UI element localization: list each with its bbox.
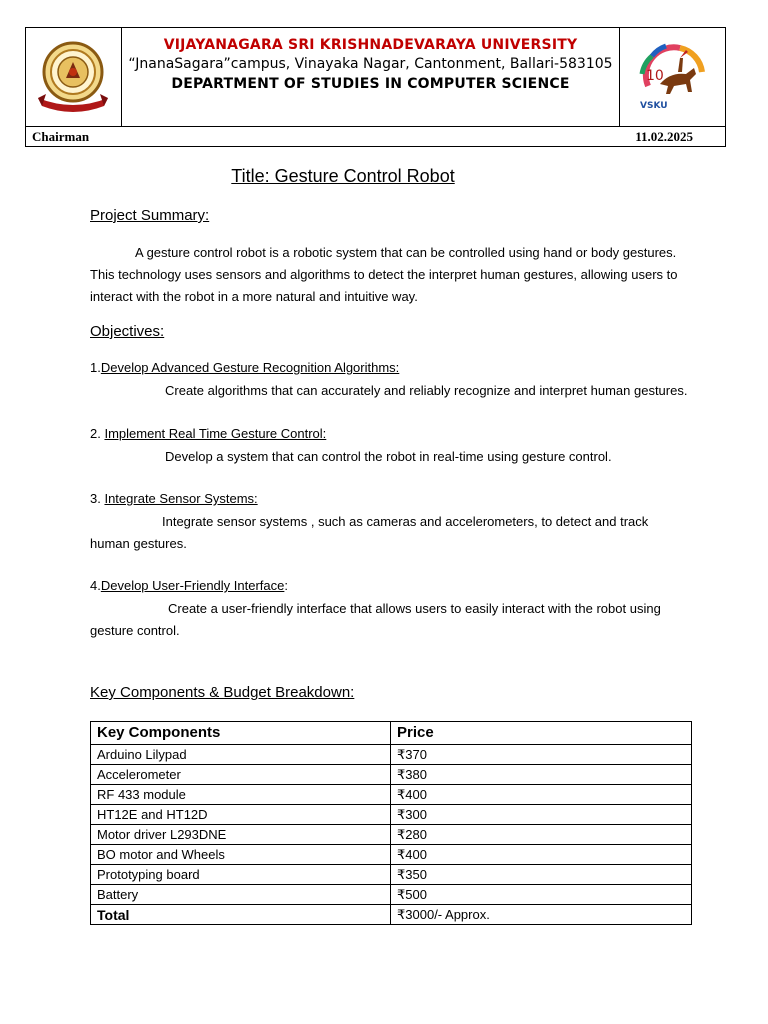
budget-table xyxy=(90,721,692,925)
table-row xyxy=(91,845,692,865)
objective-2-text: Develop a system that can control the robot in real-time using gesture control. xyxy=(165,449,612,464)
department-name: DEPARTMENT OF STUDIES IN COMPUTER SCIENCE xyxy=(171,76,570,92)
table-row xyxy=(91,805,692,825)
price-cell: ₹300 xyxy=(391,805,692,825)
summary-heading: Project Summary: xyxy=(90,207,210,224)
total-label: Total xyxy=(91,905,391,925)
summary-text: A gesture control robot is a robotic system that can be controlled using hand or body gestures. This technology uses sensors and algorithms to detect the interpret human gestures, allowing users to interact with the robot in a more natural and intuitive way. xyxy=(90,245,678,304)
column-header-components: Key Components xyxy=(91,722,391,745)
component-cell: Battery xyxy=(91,885,391,905)
component-cell: HT12E and HT12D xyxy=(91,805,391,825)
table-row xyxy=(91,885,692,905)
component-cell: Arduino Lilypad xyxy=(91,745,391,765)
component-cell: Prototyping board xyxy=(91,865,391,885)
price-cell: ₹400 xyxy=(391,845,692,865)
table-total-row xyxy=(91,905,692,925)
component-cell: Accelerometer xyxy=(91,765,391,785)
price-cell: ₹280 xyxy=(391,825,692,845)
university-seal-logo xyxy=(26,28,122,126)
svg-text:10: 10 xyxy=(646,68,664,84)
table-row xyxy=(91,785,692,805)
document-title: Title: Gesture Control Robot xyxy=(231,166,455,186)
price-cell: ₹500 xyxy=(391,885,692,905)
university-name: VIJAYANAGARA SRI KRISHNADEVARAYA UNIVERSITY xyxy=(163,37,578,53)
table-row xyxy=(91,825,692,845)
objective-3-heading: 3. Integrate Sensor Systems: xyxy=(90,491,258,506)
table-header-row xyxy=(91,722,692,745)
price-cell: ₹350 xyxy=(391,865,692,885)
header-subbar xyxy=(25,127,726,147)
component-cell: RF 433 module xyxy=(91,785,391,805)
total-price: ₹3000/- Approx. xyxy=(391,905,692,925)
table-row xyxy=(91,745,692,765)
component-cell: Motor driver L293DNE xyxy=(91,825,391,845)
objective-1-text: Create algorithms that can accurately and reliably recognize and interpret human gestures. xyxy=(165,383,688,398)
chairman-label: Chairman xyxy=(32,129,90,144)
budget-heading: Key Components & Budget Breakdown: xyxy=(90,684,355,701)
letterhead xyxy=(25,27,726,127)
price-cell: ₹380 xyxy=(391,765,692,785)
component-cell: BO motor and Wheels xyxy=(91,845,391,865)
decade-logo xyxy=(619,28,725,126)
objective-4-heading: 4.Develop User-Friendly Interface: xyxy=(90,578,288,593)
table-row xyxy=(91,865,692,885)
header-text xyxy=(122,28,619,126)
objective-4-text: Create a user-friendly interface that allows users to easily interact with the robot using gesture control. xyxy=(90,601,661,638)
objectives-heading: Objectives: xyxy=(90,323,165,340)
objective-1-heading: 1.Develop Advanced Gesture Recognition Algorithms: xyxy=(90,360,400,375)
table-row xyxy=(91,765,692,785)
price-cell: ₹370 xyxy=(391,745,692,765)
objective-3-text: Integrate sensor systems , such as cameras and accelerometers, to detect and track human gestures. xyxy=(90,514,649,551)
svg-text:VSKU: VSKU xyxy=(640,101,668,111)
price-cell: ₹400 xyxy=(391,785,692,805)
campus-address: “JnanaSagara”campus, Vinayaka Nagar, Cantonment, Ballari-583105 xyxy=(128,56,613,72)
document-date: 11.02.2025 xyxy=(635,129,693,144)
column-header-price: Price xyxy=(391,722,692,745)
objective-2-heading: 2. Implement Real Time Gesture Control: xyxy=(90,426,327,441)
